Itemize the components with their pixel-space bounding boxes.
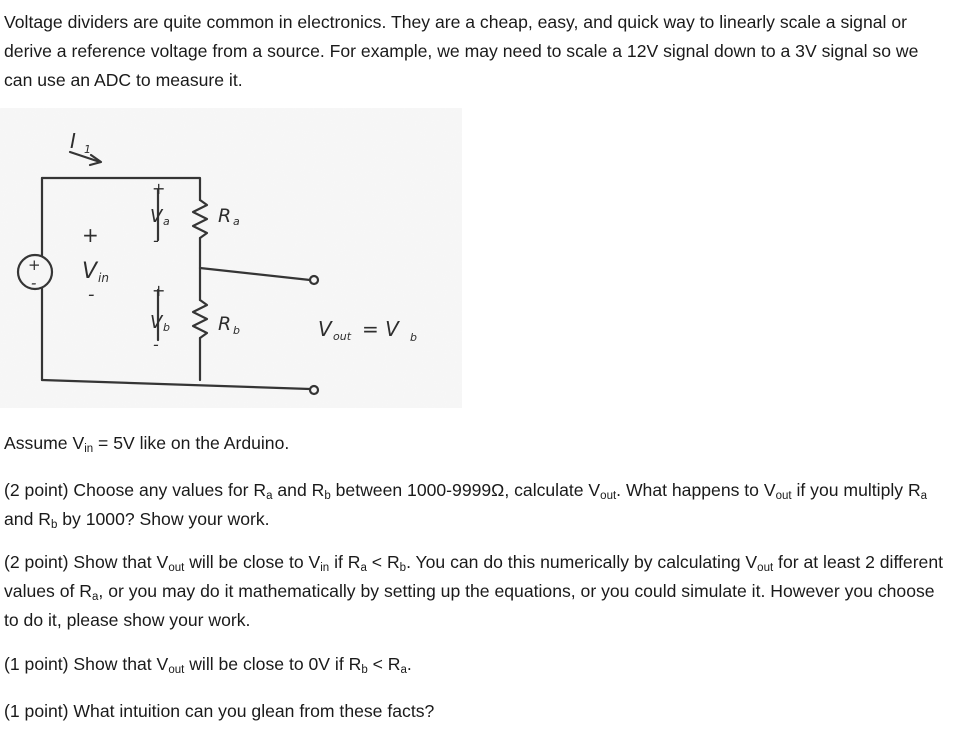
va-label: V — [150, 206, 163, 227]
q2-sub: out — [757, 562, 774, 574]
va-plus: + — [152, 179, 166, 198]
vout-label: V — [318, 317, 332, 341]
q2-sub: in — [320, 562, 330, 574]
vb-label: V — [150, 312, 163, 333]
q1-sub: a — [266, 490, 273, 502]
q2-sub: out — [168, 562, 185, 574]
q2-text: . You can do this numerically by calculating V — [406, 552, 758, 572]
question-4: (1 point) What intuition can you glean from these facts? — [4, 701, 435, 721]
question-2 — [4, 548, 949, 635]
rb-label: R — [218, 313, 232, 335]
q2-text: will be close to V — [184, 552, 321, 572]
q1-sub: a — [920, 490, 928, 502]
vin-minus: - — [88, 284, 95, 305]
current-label-sub: 1 — [84, 143, 91, 156]
assumption-paragraph — [4, 429, 949, 458]
q3-sub: b — [361, 664, 368, 676]
intro-paragraph: Voltage dividers are quite common in electronics. They are a cheap, easy, and quick way to linearly scale a signal or derive a reference voltage from a source. For example, we may need to scale a 12V signal down to a 3V signal so we can use an ADC to measure it. — [4, 12, 919, 90]
q2-sub: a — [92, 591, 99, 603]
q1-text: . What happens to V — [616, 480, 776, 500]
assume-suffix: = 5V like on the Arduino. — [93, 433, 290, 453]
vout-equals-vb: = V — [362, 317, 399, 341]
vin-sub: in — [98, 271, 109, 285]
vin-label: V — [82, 259, 98, 284]
q1-sub: b — [324, 490, 331, 502]
q3-text: . — [406, 654, 412, 674]
vout-sub: out — [333, 330, 352, 343]
q3-text: (1 point) Show that V — [4, 654, 169, 674]
assume-sub: in — [84, 443, 94, 455]
q1-text: between 1000-9999Ω, calculate V — [330, 480, 601, 500]
vb-sub: b — [163, 321, 170, 334]
q2-text: (2 point) Show that V — [4, 552, 169, 572]
rb-sub: b — [233, 324, 240, 337]
source-minus: - — [31, 274, 37, 292]
q1-sub: b — [50, 519, 58, 531]
q2-text: < R — [366, 552, 400, 572]
va-sub: a — [163, 215, 170, 228]
vin-plus: + — [82, 223, 99, 247]
voltage-divider-circuit-figure — [0, 108, 462, 408]
q2-sub: b — [399, 562, 407, 574]
vb-plus: + — [152, 281, 166, 300]
q2-sub: a — [360, 562, 367, 574]
q1-text: and R — [4, 509, 51, 529]
q1-text: if you multiply R — [791, 480, 921, 500]
vb-minus: - — [153, 335, 159, 354]
q2-text: , or you may do it mathematically by setting up the equations, or you could simulate it. However you choose to do it, please show your work. — [4, 581, 935, 630]
q2-text: if R — [329, 552, 361, 572]
assume-prefix: Assume V — [4, 433, 85, 453]
q3-text: < R — [367, 654, 401, 674]
current-label: I — [70, 129, 76, 153]
q1-text: by 1000? Show your work. — [57, 509, 270, 529]
q1-text: and R — [272, 480, 325, 500]
source-plus: + — [28, 256, 41, 274]
q1-sub: out — [775, 490, 792, 502]
q1-text: (2 point) Choose any values for R — [4, 480, 267, 500]
ra-label: R — [218, 205, 232, 227]
q3-sub: a — [400, 664, 407, 676]
question-3 — [4, 650, 949, 679]
question-1 — [4, 476, 949, 534]
q2-text: for at least 2 different values of R — [4, 552, 944, 601]
q3-sub: out — [168, 664, 185, 676]
ra-sub: a — [233, 215, 240, 228]
va-minus: - — [153, 231, 159, 250]
q1-sub: out — [600, 490, 617, 502]
vout-equals-vb-sub: b — [410, 331, 417, 344]
paper-texture — [0, 108, 462, 408]
q3-text: will be close to 0V if R — [184, 654, 362, 674]
